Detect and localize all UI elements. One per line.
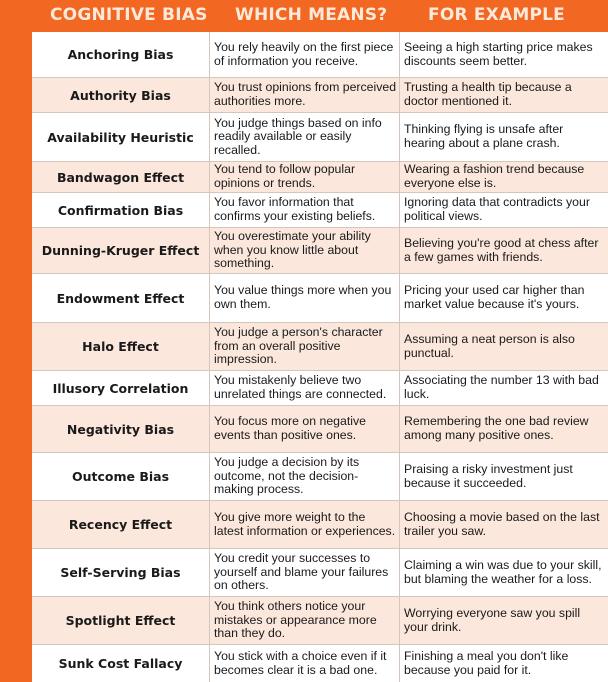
bias-name: Negativity Bias (32, 406, 210, 452)
bias-name: Illusory Correlation (32, 371, 210, 405)
bias-example: Pricing your used car higher than market value because it's yours. (404, 283, 585, 311)
table-row (32, 193, 608, 228)
bias-example: Finishing a meal you don't like because you paid for it. (404, 648, 569, 677)
bias-name: Sunk Cost Fallacy (32, 645, 210, 682)
bias-table (32, 32, 608, 682)
table-row (32, 274, 608, 323)
bias-meaning: You overestimate your ability when you know little about something. (210, 228, 400, 273)
table-row (32, 32, 608, 78)
bias-example: Praising a risky investment just because it succeeded. (404, 461, 573, 490)
bias-name: Dunning-Kruger Effect (32, 228, 210, 273)
bias-meaning: You judge things based on info readily available or easily recalled. (210, 113, 400, 161)
bias-example: Assuming a neat person is also punctual. (404, 331, 575, 360)
table-row (32, 453, 608, 501)
bias-name: Confirmation Bias (32, 193, 210, 227)
header-cognitive-bias: COGNITIVE BIAS (50, 5, 208, 25)
bias-meaning: You mistakenly believe two unrelated things are connected. (210, 371, 400, 405)
table-row (32, 549, 608, 597)
bias-meaning: You focus more on negative events than positive ones. (210, 406, 400, 452)
bias-meaning: You rely heavily on the first piece of information you receive. (210, 32, 400, 77)
bias-meaning: You give more weight to the latest information or experiences. (210, 501, 400, 548)
bias-meaning: You think others notice your mistakes or appearance more than they do. (210, 597, 400, 644)
table-row (32, 323, 608, 371)
bias-meaning: You trust opinions from perceived authorities more. (210, 78, 400, 112)
bias-meaning: You judge a person's character from an overall positive impression. (210, 323, 400, 370)
table-row (32, 228, 608, 274)
table-header (0, 0, 608, 32)
bias-name: Recency Effect (32, 501, 210, 548)
bias-example: Thinking flying is unsafe after hearing about a plane crash. (404, 122, 564, 150)
bias-name: Spotlight Effect (32, 597, 210, 644)
bias-name: Endowment Effect (32, 274, 210, 322)
table-row (32, 645, 608, 682)
header-which-means: WHICH MEANS? (235, 5, 388, 25)
bias-name: Halo Effect (32, 323, 210, 370)
bias-name: Anchoring Bias (32, 32, 210, 77)
table-row (32, 501, 608, 549)
bias-example: Ignoring data that contradicts your political views. (404, 195, 590, 223)
table-row (32, 371, 608, 406)
bias-example: Associating the number 13 with bad luck. (404, 373, 599, 401)
bias-meaning: You favor information that confirms your existing beliefs. (210, 193, 400, 227)
table-row (32, 113, 608, 162)
bias-meaning: You tend to follow popular opinions or trends. (210, 162, 400, 192)
bias-example: Worrying everyone saw you spill your drink. (404, 605, 581, 634)
bias-example: Seeing a high starting price makes discounts seem better. (404, 39, 593, 68)
bias-example: Trusting a health tip because a doctor mentioned it. (404, 80, 572, 108)
table-row (32, 78, 608, 113)
table-row (32, 162, 608, 193)
bias-example: Choosing a movie based on the last trailer you saw. (404, 509, 600, 538)
bias-name: Self-Serving Bias (32, 549, 210, 596)
bias-meaning: You value things more when you own them. (210, 274, 400, 322)
bias-meaning: You credit your successes to yourself and blame your failures on others. (210, 549, 400, 596)
bias-example: Believing you're good at chess after a few games with friends. (404, 235, 599, 264)
bias-example: Wearing a fashion trend because everyone else is. (404, 162, 585, 190)
table-row (32, 597, 608, 645)
bias-meaning: You stick with a choice even if it becomes clear it is a bad one. (210, 645, 400, 682)
bias-example: Claiming a win was due to your skill, but blaming the weather for a loss. (404, 557, 602, 586)
bias-name: Availability Heuristic (32, 113, 210, 161)
table-row (32, 406, 608, 453)
bias-example: Remembering the one bad review among many positive ones. (404, 414, 589, 442)
bias-meaning: You judge a decision by its outcome, not the decision-making process. (210, 453, 400, 500)
bias-name: Authority Bias (32, 78, 210, 112)
header-for-example: FOR EXAMPLE (428, 5, 565, 25)
bias-name: Bandwagon Effect (32, 162, 210, 192)
bias-name: Outcome Bias (32, 453, 210, 500)
